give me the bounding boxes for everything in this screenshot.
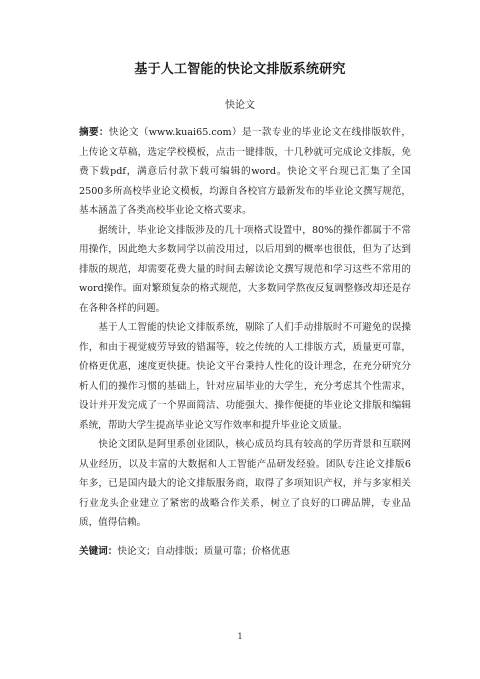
abstract-paragraph	[79, 123, 411, 221]
body-paragraph-3: 快论文团队是阿里系创业团队，核心成员均具有较高的学历背景和互联网从业经历，以及丰富的大数据和人工智能产品研发经验。团队专注论文排版6年多，已是国内最大的论文排版服务商，取得了多项知识产权，并与多家相关行业龙头企业建立了紧密的战略合作关系，树立了良好的口碑品牌，专业品质，值得信赖。	[79, 439, 411, 528]
body-paragraph-1: 据统计，毕业论文排版涉及的几十项格式设置中，80%的操作都属于不常用操作，因此绝大多数同学以前没用过，以后用到的概率也很低，但为了达到排版的规范，却需要花费大量的时间去解读论文撰写规范和学习这些不常用的word操作。面对繁琐复杂的格式规范，大多数同学熬夜反复调整修改却还是存在各种各样的问题。	[79, 224, 411, 314]
page-title: 基于人工智能的快论文排版系统研究	[134, 62, 346, 77]
body-paragraph-2: 基于人工智能的快论文排版系统，剔除了人们手动排版时不可避免的误操作，和由于视觉疲劳导致的错漏等，较之传统的人工排版方式，质量更可靠，价格更优惠，速度更快捷。快论文平台秉持人性化的设计理念，在充分研究分析人们的操作习惯的基础上，针对应届毕业的大学生，充分考虑其个性需求，设计并开发完成了一个界面简洁、功能强大、操作便捷的毕业论文排版和编辑系统，帮助大学生提高毕业论文写作效率和提升毕业论文质量。	[79, 322, 411, 431]
keywords-line	[79, 542, 411, 562]
abstract-text: 快论文（www.kuai65.com）是一款专业的毕业论文在线排版软件，上传论文草稿，选定学校模板，点击一键排版，十几秒就可完成论文排版，免费下载pdf，满意后付款下载可编辑的word。快论文平台现已汇集了全国2500多所高校毕业论文模板，均源自各校官方最新发布的毕业论文撰写规范，基本涵盖了各类高校毕业论文格式要求。	[79, 127, 411, 216]
keywords-text: 快论文；自动排版；质量可靠；价格优惠	[117, 545, 291, 557]
author-name: 快论文	[225, 100, 255, 111]
keywords-label: 关键词：	[79, 545, 118, 557]
document-body	[79, 123, 411, 561]
page-number: 1	[237, 632, 243, 641]
abstract-label: 摘要：	[79, 127, 109, 138]
